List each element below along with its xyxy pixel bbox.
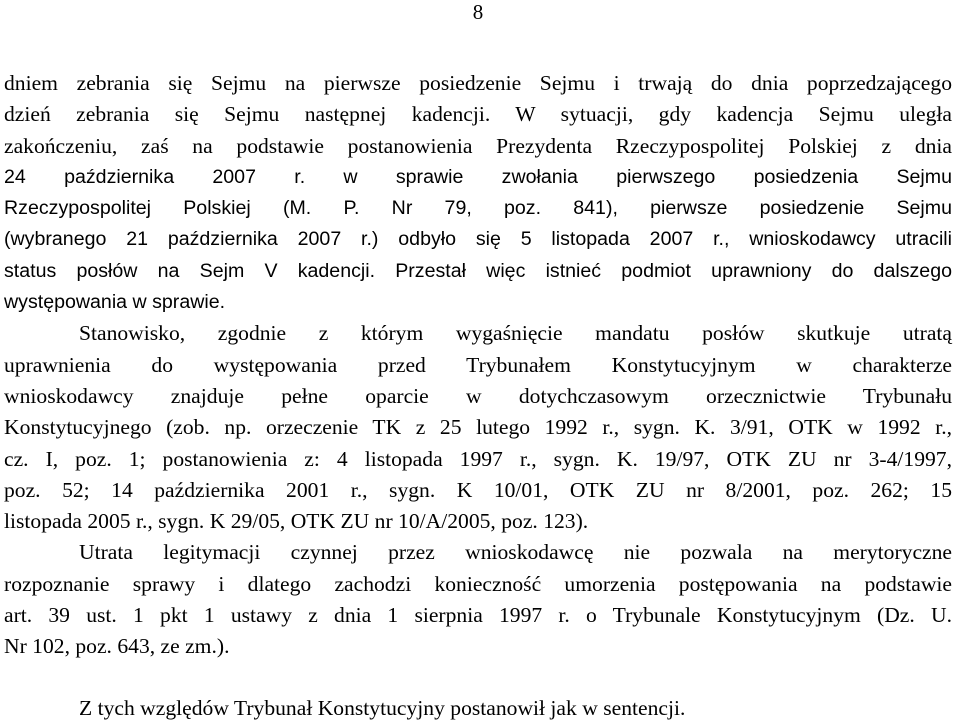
text-line: status posłów na Sejm V kadencji. Przestał więc istnieć podmiot uprawniony do dalszego bbox=[4, 259, 952, 282]
text-line: występowania w sprawie. bbox=[4, 291, 226, 314]
paragraph-2 bbox=[4, 318, 952, 537]
text-line: zakończeniu, zaś na podstawie postanowienia Prezydenta Rzeczypospolitej Polskiej z dnia bbox=[4, 133, 952, 158]
text-line: Z tych względów Trybunał Konstytucyjny postanowił jak w sentencji. bbox=[79, 695, 686, 720]
text-line: 24 października 2007 r. w sprawie zwołania pierwszego posiedzenia Sejmu bbox=[4, 165, 952, 188]
paragraph-4 bbox=[4, 693, 952, 724]
text-line: Konstytucyjnego (zob. np. orzeczenie TK z 25 lutego 1992 r., sygn. K. 3/91, OTK w 1992 r., bbox=[4, 415, 952, 440]
paragraph-3 bbox=[4, 537, 952, 662]
text-line: art. 39 ust. 1 pkt 1 ustawy z dnia 1 sierpnia 1997 r. o Trybunale Konstytucyjnym (Dz. U. bbox=[4, 603, 952, 628]
document-body bbox=[4, 68, 952, 724]
text-line: cz. I, poz. 1; postanowienia z: 4 listopada 1997 r., sygn. K. 19/97, OTK ZU nr 3-4/1997, bbox=[4, 446, 952, 471]
text-line: wnioskodawcy znajduje pełne oparcie w dotychczasowym orzecznictwie Trybunału bbox=[4, 383, 952, 408]
text-line: rozpoznanie sprawy i dlatego zachodzi konieczność umorzenia postępowania na podstawie bbox=[4, 571, 952, 596]
text-line: (wybranego 21 października 2007 r.) odbyło się 5 listopada 2007 r., wnioskodawcy utracili bbox=[4, 228, 952, 251]
text-line: Stanowisko, zgodnie z którym wygaśnięcie mandatu posłów skutkuje utratą bbox=[79, 321, 952, 346]
text-line: dniem zebrania się Sejmu na pierwsze posiedzenie Sejmu i trwają do dnia poprzedzającego bbox=[4, 71, 952, 95]
text-line: uprawnienia do występowania przed Trybunałem Konstytucyjnym w charakterze bbox=[4, 352, 952, 377]
text-line: poz. 52; 14 października 2001 r., sygn. K 10/01, OTK ZU nr 8/2001, poz. 262; 15 bbox=[4, 477, 952, 502]
text-line: listopada 2005 r., sygn. K 29/05, OTK ZU nr 10/A/2005, poz. 123). bbox=[4, 509, 589, 534]
paragraph-1 bbox=[4, 68, 952, 318]
text-line: dzień zebrania się Sejmu następnej kadencji. W sytuacji, gdy kadencja Sejmu uległa bbox=[4, 102, 952, 127]
text-line: Nr 102, poz. 643, ze zm.). bbox=[4, 634, 230, 659]
page-number: 8 bbox=[472, 0, 484, 24]
text-line: Utrata legitymacji czynnej przez wnioskodawcę nie pozwala na merytoryczne bbox=[79, 540, 952, 565]
text-line: Rzeczypospolitej Polskiej (M. P. Nr 79, poz. 841), pierwsze posiedzenie Sejmu bbox=[4, 197, 952, 220]
